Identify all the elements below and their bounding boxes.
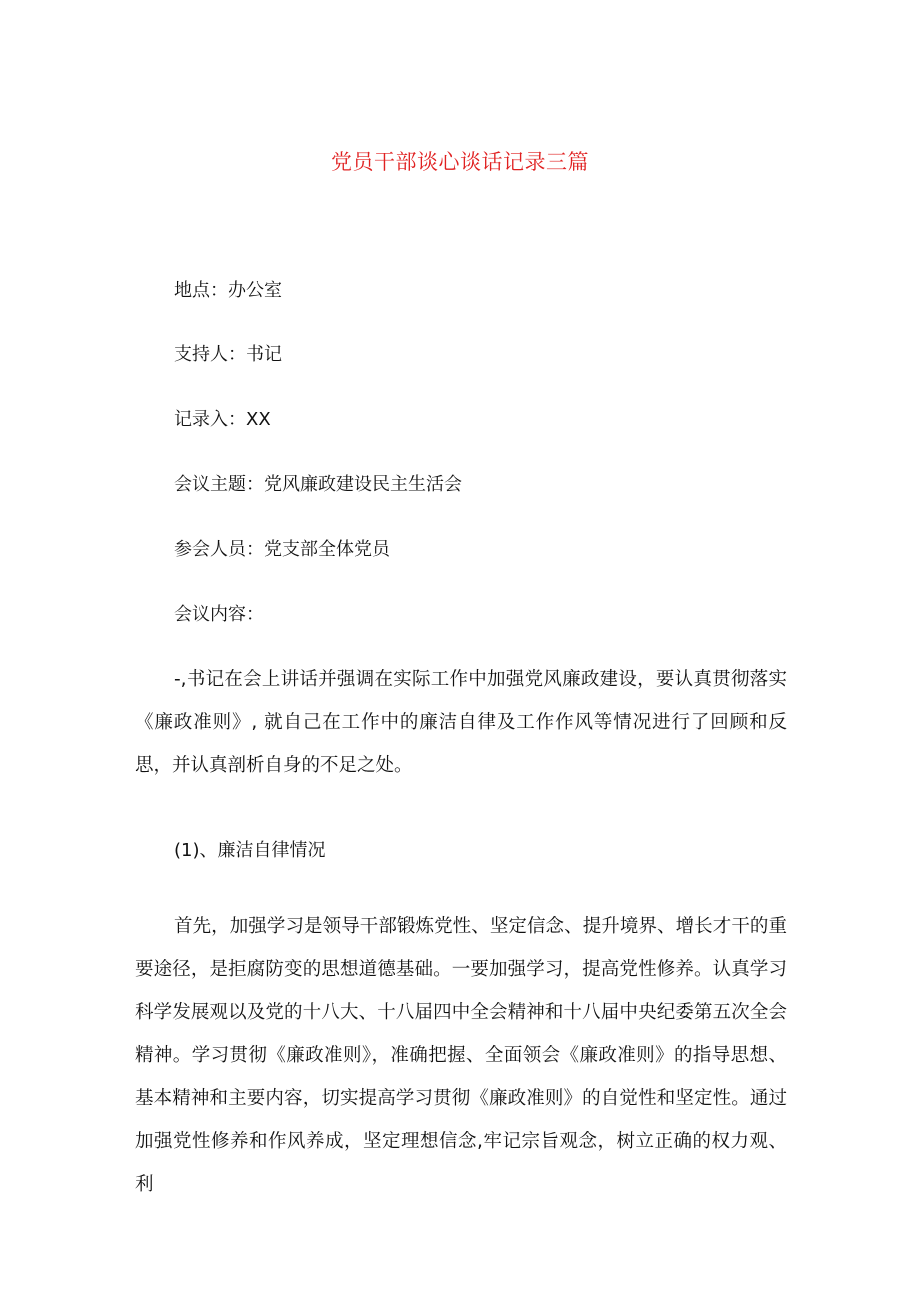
section-heading-self-discipline: (1)、廉洁自律情况 [174,840,326,861]
host-field: 支持人：书记 [174,344,282,365]
content-label: 会议内容： [174,604,264,625]
location-field: 地点：办公室 [174,280,282,301]
attendees-field: 参会人员：党支部全体党员 [174,539,390,560]
recorder-field: 记录入：XX [174,409,271,430]
document-title: 党员干部谈心谈话记录三篇 [331,150,589,174]
topic-field: 会议主题：党风廉政建设民主生活会 [174,474,462,495]
paragraph-study: 首先，加强学习是领导干部锻炼党性、坚定信念、提升境界、增长才干的重要途径，是拒腐防变的思想道德基础。一要加强学习，提高党性修养。认真学习科学发展观以及党的十八大、十八届四中全会精神和十八届中央纪委第五次全会精神。学习贯彻《廉政准则》，准确把握、全面领会《廉政准则》的指导思想、基本精神和主要内容，切实提高学习贯彻《廉政准则》的自觉性和坚定性。通过加强党性修养和作风养成，坚定理想信念,牢记宗旨观念，树立正确的权力观、利 [135,916,787,1195]
paragraph-opening: -,书记在会上讲话并强调在实际工作中加强党风廉政建设，要认真贯彻落实《廉政准则》, 就自己在工作中的廉洁自律及工作作风等情况进行了回顾和反思，并认真剖析自身的不足之处。 [135,669,787,776]
